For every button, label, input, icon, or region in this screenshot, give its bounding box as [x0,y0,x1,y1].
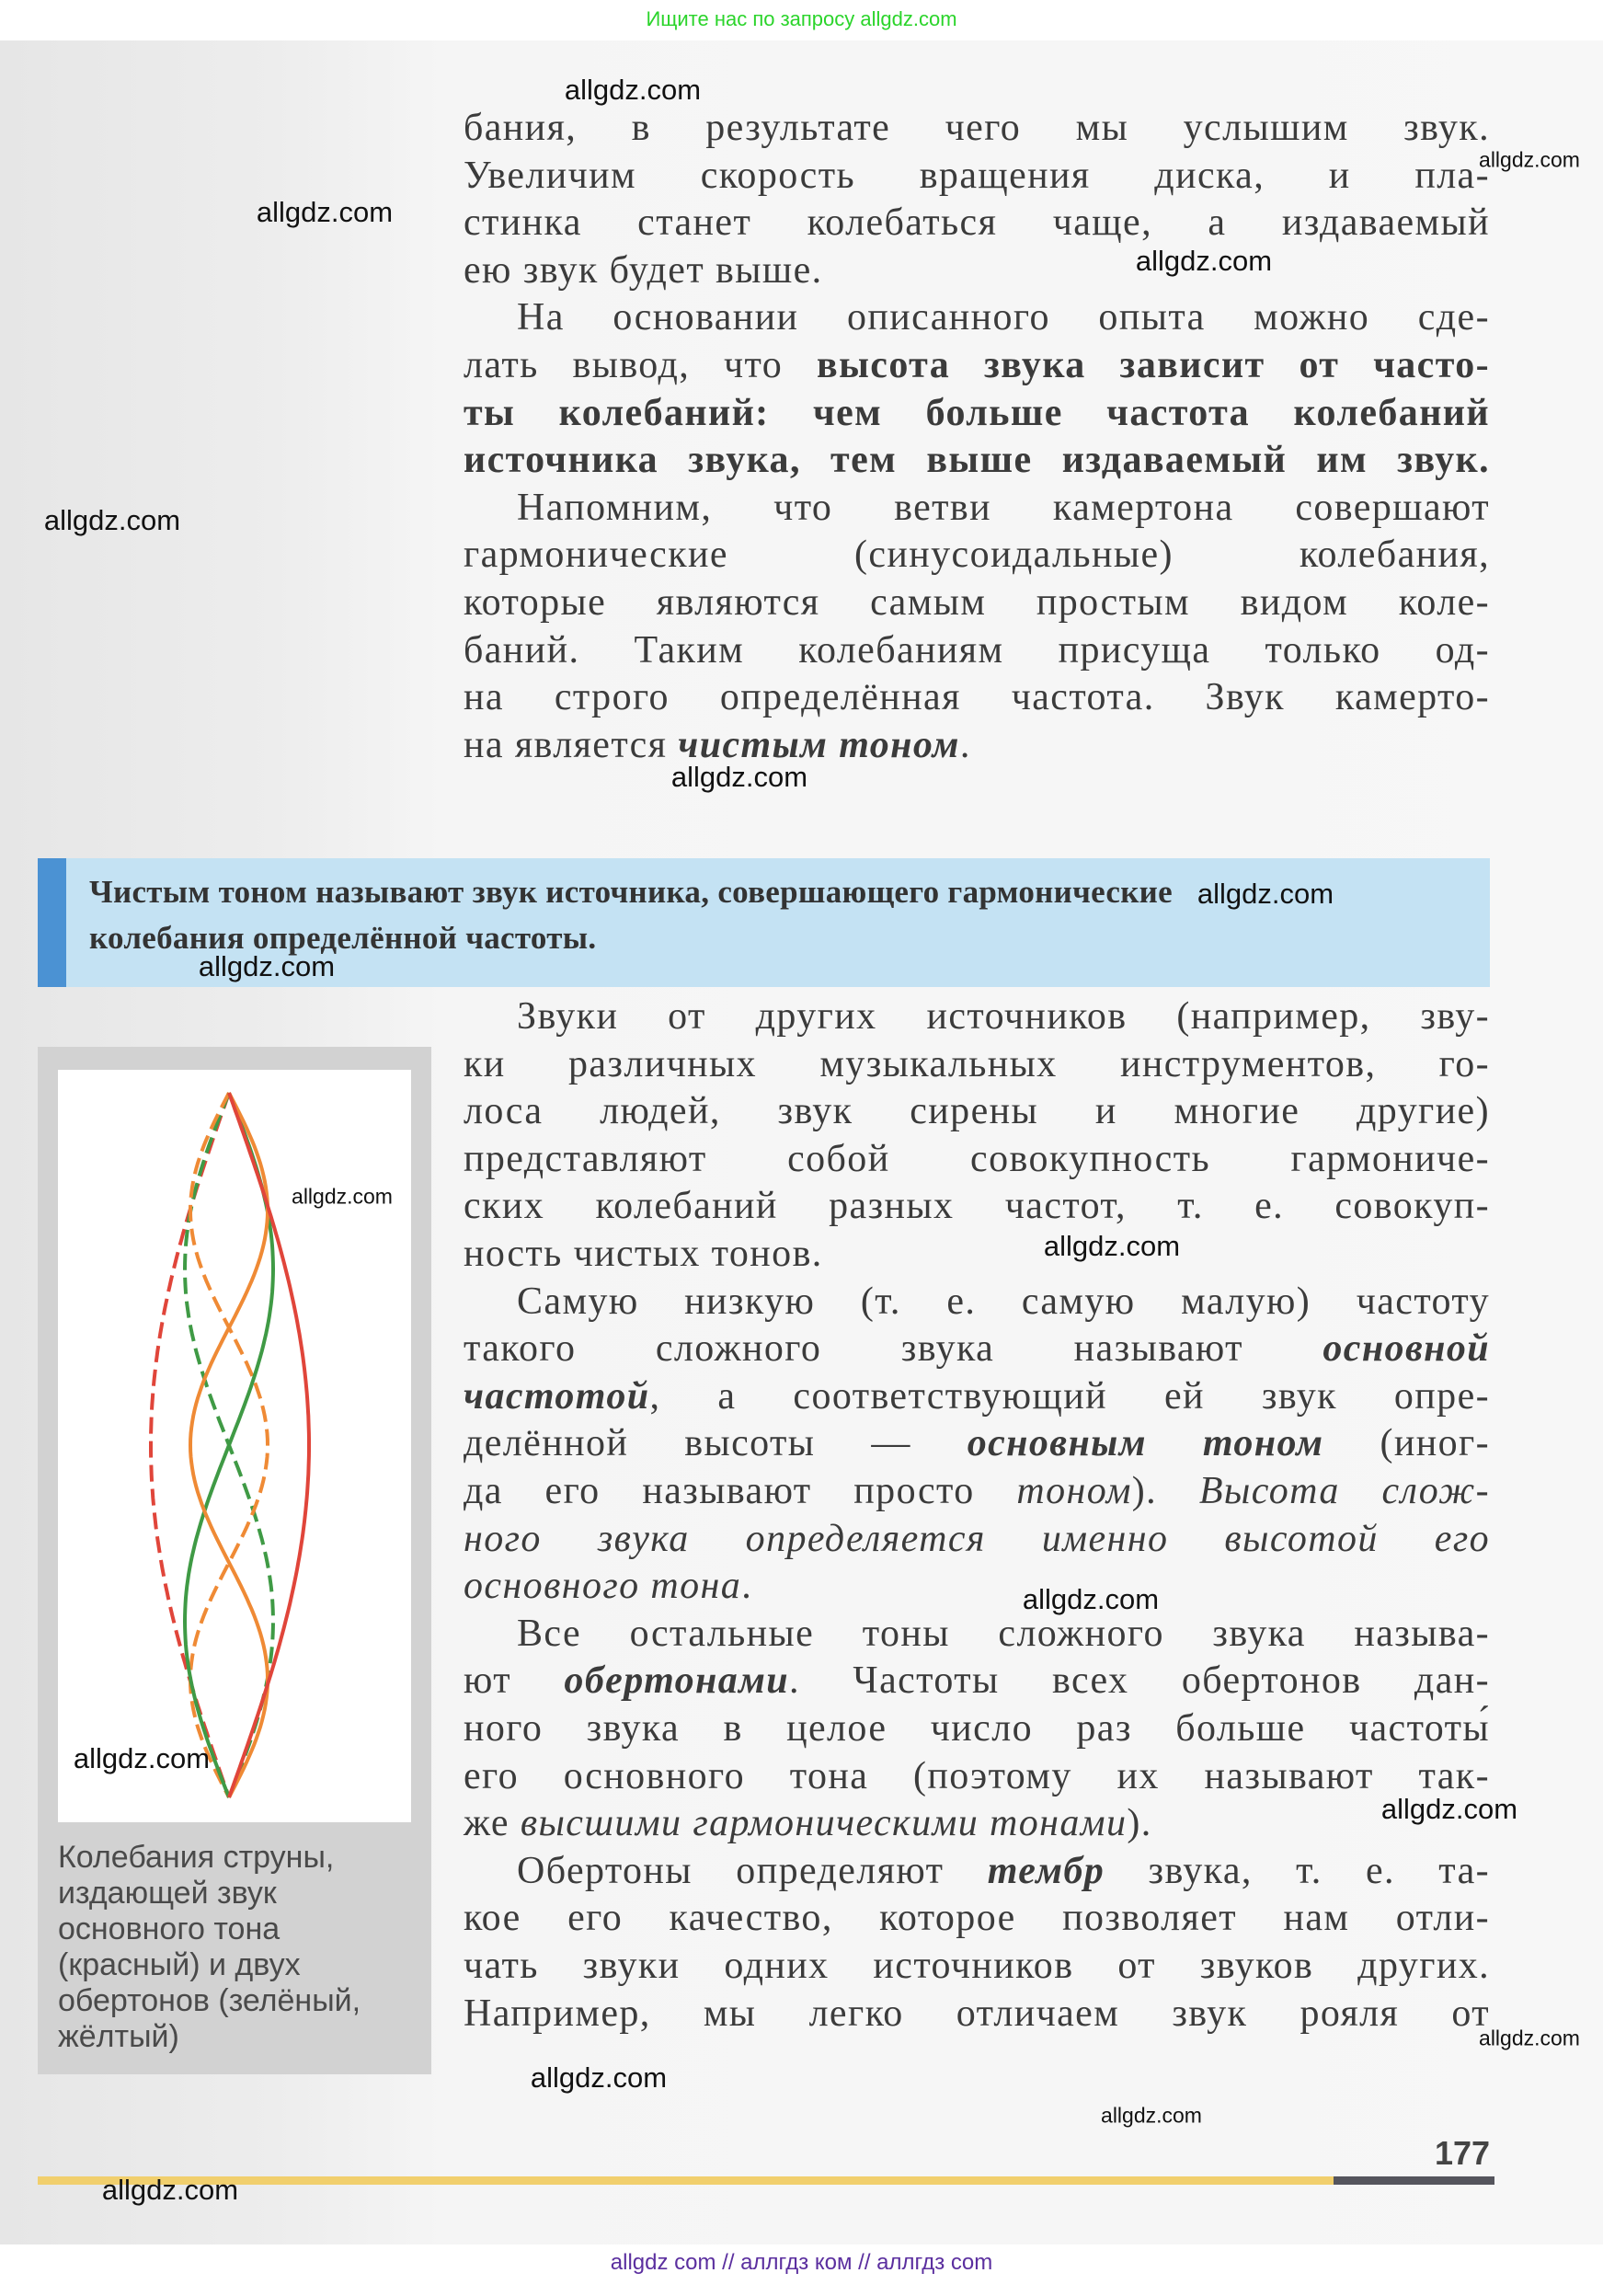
text-line [464,1419,1490,1467]
watermark: allgdz.com [670,761,808,793]
text-line [464,247,1490,294]
text-run: Все остальные тоны сложного звука называ- [517,1612,1490,1655]
text-run: бания, в результате чего мы услышим звук. [464,107,1490,149]
text-line [464,199,1490,247]
text-line [464,1087,1490,1135]
text-line [464,626,1490,674]
watermark: allgdz.com [1479,2026,1580,2050]
text-run: которые являются самым простым видом коле- [464,581,1490,624]
text-run: звука, т. е. та- [1105,1849,1491,1892]
text-run: его основного тона (поэтому их называют так- [464,1754,1490,1797]
text-line [464,1847,1490,1895]
text-line [464,1515,1490,1563]
text-run: представляют собой совокупность гармониче- [464,1137,1490,1180]
watermark: allgdz.com [1479,147,1580,172]
emphasized-term: основным тоном [967,1422,1324,1465]
text-line [464,531,1490,579]
watermark: allgdz.com [198,950,336,982]
text-run: на строго определённая частота. Звук камерто- [464,676,1490,719]
figure-caption-line: жёлтый) [58,2019,179,2054]
figure-caption-line: основного тона [58,1911,281,1946]
text-line [464,1705,1490,1752]
text-line [464,436,1490,484]
text-line [464,1799,1490,1847]
definition-line: колебания определённой частоты. [89,920,597,956]
watermark: allgdz.com [43,504,181,536]
text-run: такого сложного звука называют [464,1327,1323,1371]
text-line [464,1325,1490,1372]
text-line [464,1278,1490,1326]
text-run: делённой высоты — [464,1422,968,1465]
text-run: ного звука в целое число раз больше частоты́ [464,1707,1490,1750]
text-run: на является [464,723,679,766]
text-run: Увеличим скорость вращения диска, и пла- [464,154,1490,197]
text-run: лоса людей, звук сирены и многие другие) [464,1090,1490,1133]
emphasized-term: основной [1322,1327,1490,1371]
text-run: ность чистых тонов. [464,1233,823,1275]
emphasized-term: Высота слож- [1198,1470,1491,1512]
text-run: . [959,723,971,766]
watermark: allgdz.com [530,2061,668,2094]
text-line [464,1040,1490,1088]
text-run: да его называют просто [464,1470,1017,1512]
emphasized-term: тембр [987,1849,1105,1892]
watermark: allgdz.com [1135,245,1273,277]
figure-caption-line: издающей звук [58,1876,277,1911]
text-line [464,1182,1490,1230]
figure-caption-line: обертонов (зелёный, [58,1983,361,2018]
text-run: Напомним, что ветви камертона совершают [517,486,1490,529]
text-run: же [464,1802,521,1845]
text-run: баний. Таким колебаниям присуща только од- [464,628,1490,672]
figure-image [58,1070,411,1822]
text-line [464,341,1490,389]
text-run: чать звуки одних источников от звуков других. [464,1945,1490,1987]
text-line [464,1562,1490,1610]
text-line [464,1990,1490,2038]
emphasized-term: источника звука, тем выше издаваемый им звук. [464,439,1490,482]
text-line [464,104,1490,152]
watermark: allgdz.com [1197,878,1334,910]
text-run: ют [464,1659,565,1703]
text-line [464,484,1490,532]
emphasized-term: тоном [1016,1470,1132,1512]
text-run: (иног- [1323,1422,1491,1465]
emphasized-term: высшими гармоническими тонами [520,1802,1128,1845]
figure-caption-line: Колебания струны, [58,1840,335,1875]
overtone-green-curve [185,1093,273,1797]
watermark: allgdz.com [73,1742,211,1774]
text-line [464,1752,1490,1800]
text-run: стинка станет колебаться чаще, а издаваемый [464,201,1490,245]
emphasized-term: ты колебаний: чем больше частота колебаний [464,391,1490,434]
emphasized-term: обертонами [564,1659,790,1703]
emphasized-term: ного звука определяется именно высотой его [464,1517,1490,1560]
text-line [464,152,1490,200]
text-run: Обертоны определяют [517,1849,988,1892]
text-line [464,1230,1490,1278]
page-number: 177 [1435,2134,1491,2172]
string-oscillation-diagram [58,1070,411,1822]
text-run: . [741,1565,753,1608]
emphasized-term: чистым тоном [678,723,960,766]
watermark: allgdz.com [256,196,394,228]
watermark: allgdz.com [292,1184,393,1209]
text-run: гармонические (синусоидальные) колебания, [464,534,1490,577]
text-run: ки различных музыкальных инструментов, го- [464,1042,1490,1085]
emphasized-term: высота звука зависит от часто- [817,344,1490,386]
watermark: allgdz.com [1380,1793,1518,1825]
text-run: Самую низкую (т. е. самую малую) частоту [517,1280,1490,1323]
text-line [464,1894,1490,1942]
watermark: allgdz.com [564,74,702,106]
text-line [464,1135,1490,1183]
definition-accent-bar [38,858,66,987]
text-run: Например, мы легко отличаем звук рояля от [464,1992,1490,2035]
site-footer-note: allgdz com // аллгдз ком // аллгдз com [610,2250,993,2275]
watermark: allgdz.com [1022,1583,1160,1615]
text-run: , а соответствующий ей звук опре- [649,1374,1490,1418]
text-line [464,673,1490,721]
watermark: allgdz.com [101,2174,239,2206]
text-run: На основании описанного опыта можно сде- [517,296,1490,339]
emphasized-term: основного тона [464,1565,742,1608]
watermark: allgdz.com [1043,1230,1181,1262]
text-line [464,1657,1490,1705]
text-line [464,1942,1490,1990]
text-line [464,293,1490,341]
watermark: allgdz.com [1101,2103,1202,2128]
text-run: кое его качество, которое позволяет нам отли- [464,1897,1490,1940]
text-line [464,579,1490,626]
emphasized-term: частотой [464,1374,650,1418]
text-run: ею звук будет выше. [464,248,823,292]
definition-line: Чистым тоном называют звук источника, совершающего гармонические [89,874,1173,910]
text-run: ). [1127,1802,1152,1845]
text-line [464,389,1490,437]
footer-rule-dark [1334,2176,1494,2185]
text-line [464,1610,1490,1658]
figure-caption-line: (красный) и двух [58,1947,301,1982]
text-run: . Частоты всех обертонов дан- [789,1659,1490,1703]
text-line [464,1467,1490,1515]
text-run: лать вывод, что [464,344,818,386]
site-search-note: Ищите нас по запросу allgdz.com [646,7,957,30]
textbook-page [0,40,1603,2244]
text-line [464,1372,1490,1420]
text-run: Звуки от других источников (например, зву- [517,995,1490,1038]
text-run: ). [1131,1470,1199,1512]
text-run: ских колебаний разных частот, т. е. совокуп- [464,1185,1490,1228]
text-line [464,721,1490,769]
text-line [464,993,1490,1040]
